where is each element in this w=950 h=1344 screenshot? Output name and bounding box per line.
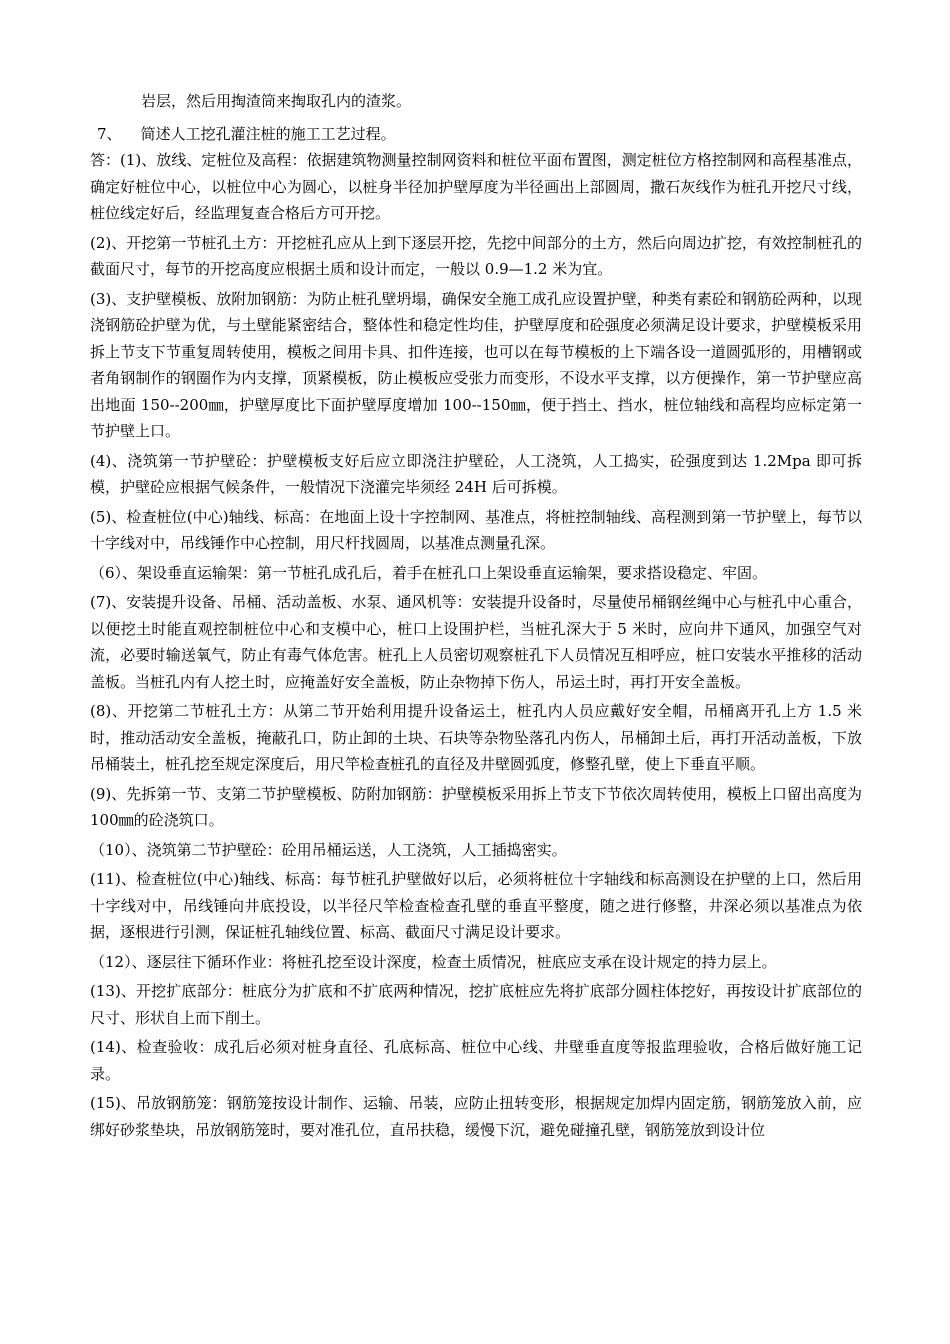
answer-paragraph-3: (3)、支护壁模板、放附加钢筋：为防止桩孔壁坍塌，确保安全施工成孔应设置护壁，种类有素砼和钢筋砼两种，以现浇钢筋砼护壁为优，与土壁能紧密结合，整体性和稳定性均佳，护壁厚度和砼强度必须满足设计要求，护壁模板采用拆上节支下节重复周转使用，模板之间用卡具、扣件连接，也可以在每节模板的上下端各设一道圆弧形的，用槽钢或者角钢制作的钢圈作为内支撑，顶紧模板，防止模板应受张力而变形，不设水平支撑，以方便操作，第一节护壁应高出地面 150--200㎜，护壁厚度比下面护壁厚度增加 100--150㎜，便于挡土、挡水，桩位轴线和高程均应标定第一节护壁上口。: [90, 289, 862, 440]
answer-paragraph-13: (13)、开挖扩底部分：桩底分为扩底和不扩底两种情况，挖扩底桩应先将扩底部分圆柱体挖好，再按设计扩底部位的尺寸、形状自上而下削土。: [90, 982, 862, 1027]
document-body: [90, 88, 862, 1146]
answer-paragraph-6: （6）、架设垂直运输架：第一节桩孔成孔后，着手在桩孔口上架设垂直运输架，要求搭设稳定、牢固。: [90, 563, 768, 582]
answer-paragraph-14: (14)、检查验收：成孔后必须对桩身直径、孔底标高、桩位中心线、井壁垂直度等报监理验收，合格后做好施工记录。: [90, 1038, 862, 1083]
continuation-line: 岩层，然后用掏渣筒来掏取孔内的渣浆。: [141, 92, 412, 110]
answer-paragraph-2: (2)、开挖第一节桩孔土方：开挖桩孔应从上到下逐层开挖，先挖中间部分的土方，然后向周边扩挖，有效控制桩孔的截面尺寸，每节的开挖高度应根据土质和设计而定，一般以 0.9—1.2 米为宜。: [90, 233, 862, 278]
question-text: 简述人工挖孔灌注桩的施工工艺过程。: [140, 124, 396, 143]
answer-paragraph-10: （10）、浇筑第二节护壁砼：砼用吊桶运送，人工浇筑，人工插捣密实。: [90, 840, 567, 859]
question-heading: [90, 121, 862, 148]
answer-paragraph-15: (15)、吊放钢筋笼：钢筋笼按设计制作、运输、吊装，应防止扭转变形，根据规定加焊内固定筋，钢筋笼放入前，应绑好砂浆垫块，吊放钢筋笼时，要对准孔位，直吊扶稳，缓慢下沉，避免碰撞孔壁，钢筋笼放到设计位: [90, 1094, 862, 1139]
question-number: 7、: [97, 124, 122, 143]
answer-paragraph-8: (8)、开挖第二节桩孔土方：从第二节开始利用提升设备运土，桩孔内人员应戴好安全帽，吊桶离开孔上方 1.5 米时，推动活动安全盖板，掩蔽孔口，防止卸的土块、石块等杂物坠落孔内伤人，吊桶卸土后，再打开活动盖板，下放吊桶装土，桩孔挖至规定深度后，用尺竿检查桩孔的直径及井壁圆弧度，修整孔壁，使上下垂直平顺。: [90, 702, 862, 773]
answer-paragraph-7: (7)、安装提升设备、吊桶、活动盖板、水泵、通风机等：安装提升设备时，尽量使吊桶钢丝绳中心与桩孔中心重合，以便挖土时能直观控制桩位中心和支模中心，桩口上设围护栏，当桩孔深大于 5 米时，应向井下通风，加强空气对流，必要时输送氧气，防止有毒气体危害。桩孔上人员密切观察桩孔下人员情况互相呼应，桩口安装水平推移的活动盖板。当桩孔内有人挖土时，应掩盖好安全盖板，防止杂物掉下伤人，吊运土时，再打开安全盖板。: [90, 593, 862, 691]
answer-paragraph-4: (4)、浇筑第一节护壁砼：护壁模板支好后应立即浇注护壁砼，人工浇筑，人工捣实，砼强度到达 1.2Mpa 即可拆模，护壁砼应根据气候条件，一般情况下浇灌完毕须经 24H 后可拆模。: [90, 451, 862, 496]
answer-paragraph-12: （12）、逐层往下循环作业：将桩孔挖至设计深度，检查土质情况，桩底应支承在设计规定的持力层上。: [90, 952, 777, 971]
answer-paragraph-5: (5)、检查桩位(中心)轴线、标高：在地面上设十字控制网、基准点，将桩控制轴线、高程测到第一节护壁上，每节以十字线对中，吊线锤作中心控制，用尺杆找圆周，以基准点测量孔深。: [90, 507, 862, 552]
answer-paragraph-11: (11)、检查桩位(中心)轴线、标高：每节桩孔护壁做好以后，必须将桩位十字轴线和标高测设在护壁的上口，然后用十字线对中，吊线锤向井底投设，以半径尺竿检查检查孔壁的垂直平整度，随之进行修整，井深必须以基准点为依据，逐根进行引测，保证桩孔轴线位置、标高、截面尺寸满足设计要求。: [90, 870, 862, 941]
answer-paragraph-9: (9)、先拆第一节、支第二节护壁模板、防附加钢筋：护壁模板采用拆上节支下节依次周转使用，模板上口留出高度为 100㎜的砼浇筑口。: [90, 784, 862, 829]
answer-paragraph-1: 答：(1)、放线、定桩位及高程：依据建筑物测量控制网资料和桩位平面布置图，测定桩位方格控制网和高程基准点，确定好桩位中心，以桩位中心为圆心，以桩身半径加护壁厚度为半径画出上部圆周，撒石灰线作为桩孔开挖尺寸线，桩位线定好后，经监理复查合格后方可开挖。: [90, 151, 862, 222]
